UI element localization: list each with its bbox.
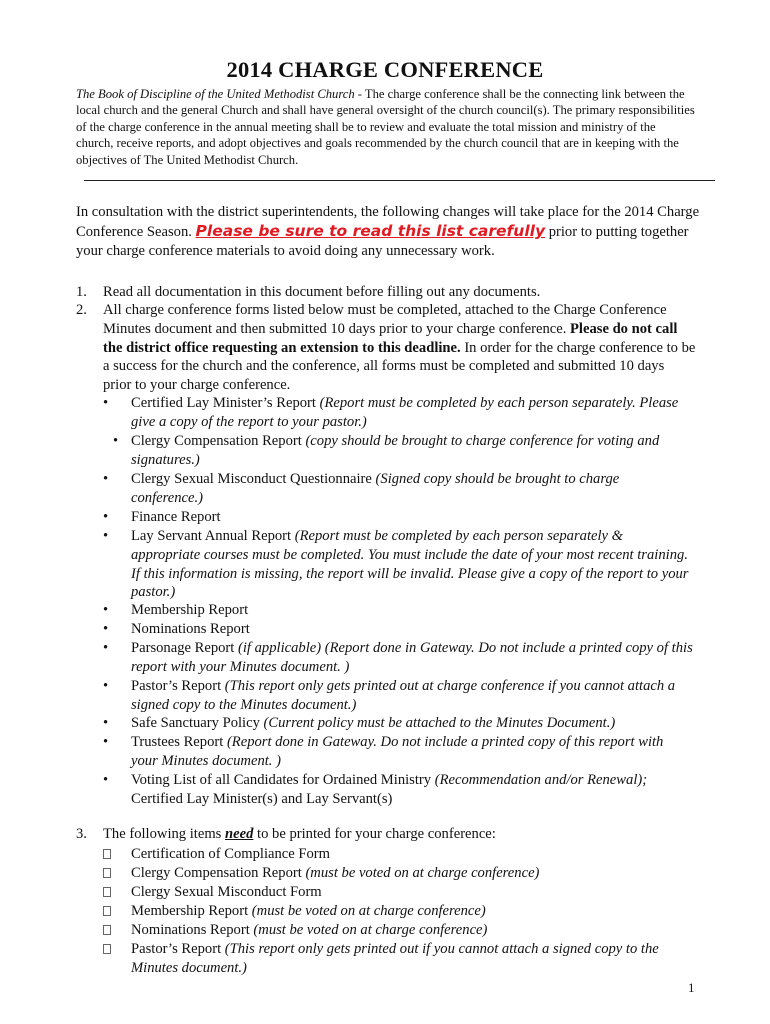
document-title: 2014 CHARGE CONFERENCE (226, 57, 544, 82)
form-bullet-item (103, 714, 693, 733)
intro-paragraph (76, 86, 696, 168)
form-note: (Report must be completed by each person separately & appropriate courses must be completed. You must include the date of your most recent training. If this information is missing, the report will be invalid. Please give a copy of the report to your pastor.) (131, 528, 689, 601)
print-item-name: Clergy Sexual Misconduct Form (131, 884, 322, 900)
form-name: Nominations Report (131, 621, 250, 637)
form-note: (Report done in Gateway. Do not include a printed copy of this report with your Minutes document. ) (131, 734, 664, 769)
need-emphasis: need (225, 826, 254, 842)
deadline-warning: Please do not call the district office requesting an extension to this deadline. (103, 320, 678, 356)
form-note: (Signed copy should be brought to charge conference.) (131, 471, 620, 506)
print-item (103, 845, 693, 864)
bullet-icon: • (103, 621, 109, 637)
page-number: 1 (688, 980, 695, 995)
bullet-icon: • (103, 509, 109, 525)
consult-text-2: prior to putting together your charge conference materials to avoid doing any unnecessary work. (76, 224, 689, 260)
print-item (103, 921, 693, 940)
form-extra: Certified Lay Minister(s) and Lay Servant(s) (131, 790, 393, 807)
item-text-part-1: All charge conference forms listed below must be completed, attached to the Charge Conference Minutes document and then submitted 10 days prior to your charge conference. (103, 302, 667, 337)
bullet-icon: • (103, 528, 109, 544)
bullet-icon: • (103, 678, 109, 694)
print-item-note: (must be voted on at charge conference) (248, 903, 486, 919)
checkbox-icon (103, 849, 111, 859)
print-item-name: Certification of Compliance Form (131, 846, 330, 862)
checkbox-icon (103, 887, 111, 897)
form-name: Clergy Compensation Report (131, 433, 302, 449)
divider-line (84, 180, 715, 181)
intro-text: - The charge conference shall be the connecting link between the local church and the general Church and shall have general oversight of the church council(s). The primary responsibilities of the charge conference in the annual meeting shall be to review and evaluate the total mission and ministry of the church, receive reports, and adopt objectives and goals recommended by the church council that are in keeping with the objectives of The United Methodist Church. (76, 87, 695, 167)
form-name: Certified Lay Minister’s Report (131, 395, 316, 411)
checkbox-icon (103, 925, 111, 935)
form-bullet-item (103, 733, 693, 771)
form-note: (if applicable) (Report done in Gateway. Do not include a printed copy of this report with your Minutes document. ) (131, 640, 693, 675)
form-name: Trustees Report (131, 734, 224, 750)
print-item-name: Membership Report (131, 903, 249, 919)
form-note: (copy should be brought to charge conference for voting and signatures.) (131, 433, 660, 468)
item-text-part-2: to be printed for your charge conference: (253, 826, 496, 842)
print-item-name: Nominations Report (131, 922, 250, 938)
form-bullet-item (103, 432, 693, 470)
bullet-icon: • (103, 640, 109, 656)
print-item (103, 940, 693, 978)
form-note: (Recommendation and/or Renewal); (431, 772, 648, 788)
print-item-note: (must be voted on at charge conference) (249, 922, 488, 938)
item-text (103, 301, 696, 395)
item-text-part-1: The following items (103, 826, 226, 842)
form-name: Clergy Sexual Misconduct Questionnaire (131, 471, 372, 487)
bullet-icon: • (113, 433, 119, 449)
item-number: 2. (76, 302, 87, 318)
form-name: Voting List of all Candidates for Ordained Ministry (131, 772, 432, 788)
print-item-name: Pastor’s Report (131, 941, 222, 957)
bullet-icon: • (103, 734, 109, 750)
print-item (103, 902, 693, 921)
form-name: Finance Report (131, 509, 221, 525)
item-text: Read all documentation in this document before filling out any documents. (103, 284, 541, 300)
list-item-3 (76, 825, 696, 844)
form-name: Pastor’s Report (131, 678, 222, 694)
checkbox-icon (103, 906, 111, 916)
list-item-1 (76, 283, 696, 302)
print-item-note: (must be voted on at charge conference) (301, 865, 540, 881)
print-item (103, 864, 693, 883)
form-name: Parsonage Report (131, 640, 235, 656)
form-bullet-item (103, 508, 693, 527)
consult-text-1: In consultation with the district superintendents, the following changes will take place for the 2014 Charge Conference Season. (76, 204, 700, 241)
form-bullet-item (103, 394, 693, 432)
checkbox-icon (103, 868, 111, 878)
form-bullet-item (103, 771, 693, 809)
form-name: Lay Servant Annual Report (131, 528, 292, 544)
print-item-note: (This report only gets printed out if you cannot attach a signed copy to the Minutes document.) (131, 941, 659, 976)
item-text-part-2: In order for the charge conference to be a success for the church and the conference, all forms must be completed and submitted 10 days prior to your charge conference. (103, 339, 696, 394)
form-bullet-item (103, 677, 693, 715)
form-note: (This report only gets printed out at charge conference if you cannot attach a signed copy to the Minutes document.) (131, 678, 676, 713)
bullet-icon: • (103, 772, 109, 788)
form-note: (Report must be completed by each person separately. Please give a copy of the report to your pastor.) (131, 395, 679, 430)
bullet-icon: • (103, 602, 109, 618)
form-bullet-item (103, 620, 693, 639)
form-name: Safe Sanctuary Policy (131, 715, 260, 731)
bullet-icon: • (103, 715, 109, 731)
item-number: 1. (76, 284, 87, 300)
read-carefully-warning: Please be sure to read this list carefully (195, 222, 546, 241)
bullet-icon: • (103, 471, 109, 487)
discipline-book-title: The Book of Discipline of the United Methodist Church (76, 87, 355, 101)
item-number: 3. (76, 826, 87, 842)
form-bullet-item (103, 639, 693, 677)
consultation-paragraph (76, 203, 701, 262)
list-item-2 (76, 301, 696, 395)
print-item (103, 883, 693, 902)
form-bullet-item (103, 527, 693, 602)
print-item-name: Clergy Compensation Report (131, 865, 302, 881)
form-bullet-item (103, 470, 693, 508)
checkbox-icon (103, 944, 111, 954)
item-text (103, 825, 696, 844)
form-name: Membership Report (131, 602, 249, 618)
form-note: (Current policy must be attached to the Minutes Document.) (259, 715, 616, 731)
bullet-icon: • (103, 395, 109, 411)
form-bullet-item (103, 601, 693, 620)
